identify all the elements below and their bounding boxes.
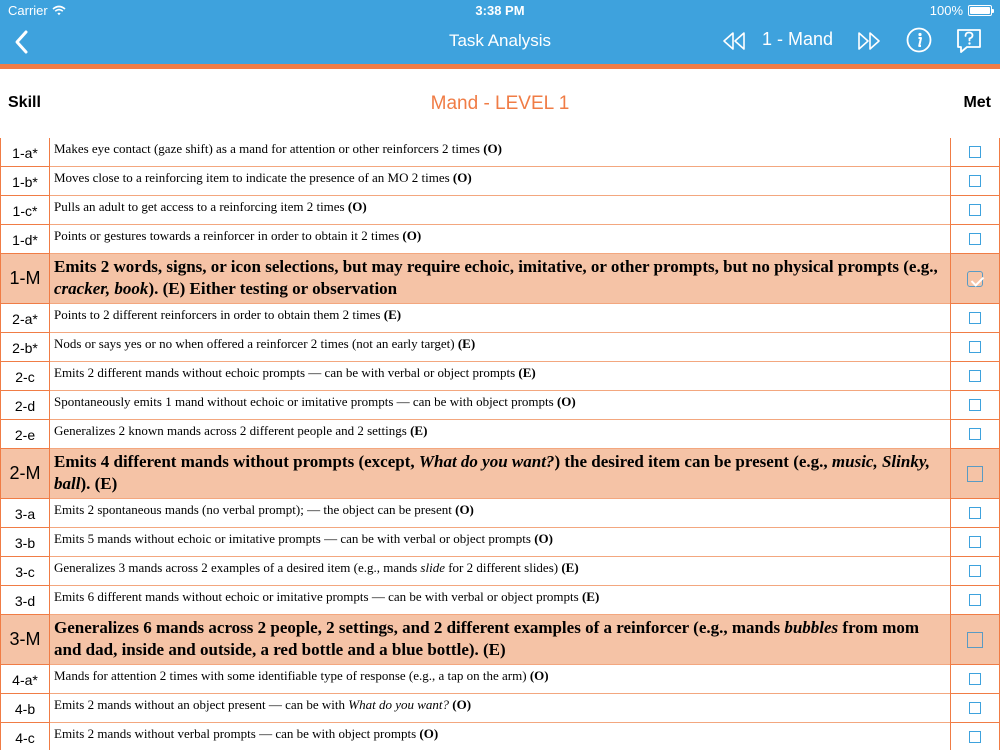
met-checkbox[interactable] bbox=[969, 702, 981, 714]
example-text: What do you want? bbox=[418, 452, 555, 471]
example-text: slide bbox=[420, 560, 445, 575]
met-checkbox[interactable] bbox=[969, 204, 981, 216]
nav-title: Task Analysis bbox=[448, 31, 552, 50]
assessment-code: (O) bbox=[452, 170, 472, 185]
description-text: Pulls an adult to get access to a reinforcing item 2 times bbox=[54, 199, 348, 214]
skill-code: 2-e bbox=[0, 420, 50, 449]
met-checkbox-checked[interactable] bbox=[967, 271, 983, 287]
description-text: Emits 2 different mands without echoic prompts — can be with verbal or object prompts bbox=[54, 365, 519, 380]
task-list bbox=[0, 138, 1000, 750]
skill-code: 1-a* bbox=[0, 138, 50, 167]
task-row bbox=[0, 528, 1000, 557]
skill-code: 3-b bbox=[0, 528, 50, 557]
description-text: ) the desired item can be present (e.g., bbox=[554, 452, 832, 471]
skill-description bbox=[54, 365, 942, 381]
met-checkbox[interactable] bbox=[969, 731, 981, 743]
task-row bbox=[0, 665, 1000, 694]
skill-description bbox=[54, 502, 942, 518]
skill-description bbox=[54, 589, 942, 605]
skill-description bbox=[54, 256, 942, 300]
accent-divider bbox=[0, 64, 1000, 69]
skill-code: 1-c* bbox=[0, 196, 50, 225]
description-text: Spontaneously emits 1 mand without echoic or imitative prompts — can be with object prompts bbox=[54, 394, 557, 409]
description-text: Emits 2 spontaneous mands (no verbal prompt); — the object can be present bbox=[54, 502, 456, 517]
skill-description bbox=[54, 560, 942, 576]
met-cell bbox=[950, 225, 1000, 254]
task-row bbox=[0, 586, 1000, 615]
met-cell bbox=[950, 304, 1000, 333]
skill-description bbox=[54, 451, 942, 495]
met-cell bbox=[950, 254, 1000, 304]
met-checkbox[interactable] bbox=[969, 594, 981, 606]
task-row bbox=[0, 196, 1000, 225]
met-cell bbox=[950, 196, 1000, 225]
skill-description bbox=[54, 726, 942, 742]
task-row bbox=[0, 694, 1000, 723]
assessment-code: (O) bbox=[483, 141, 502, 156]
skill-code: 2-d bbox=[0, 391, 50, 420]
description-text: ). (E) bbox=[80, 474, 118, 493]
skill-code: 2-M bbox=[0, 449, 50, 499]
description-text: Emits 6 different mands without echoic or imitative prompts — can be with verbal or object prompts bbox=[54, 589, 582, 604]
example-text: music, Slinky, ball bbox=[54, 452, 930, 493]
met-cell bbox=[950, 138, 1000, 167]
description-text: from mom and dad, inside and outside, a red bottle and a blue bottle). (E) bbox=[54, 618, 920, 659]
skill-code: 3-a bbox=[0, 499, 50, 528]
skill-description bbox=[54, 394, 942, 410]
met-checkbox[interactable] bbox=[969, 312, 981, 324]
example-text: cracker, book bbox=[54, 279, 149, 298]
met-checkbox[interactable] bbox=[967, 632, 983, 648]
met-cell bbox=[950, 665, 1000, 694]
task-row bbox=[0, 557, 1000, 586]
met-checkbox[interactable] bbox=[969, 507, 981, 519]
description-text: Mands for attention 2 times with some identifiable type of response (e.g., a tap on the arm) bbox=[54, 668, 530, 683]
assessment-code: (O) bbox=[402, 228, 422, 243]
skill-description bbox=[54, 336, 942, 352]
skill-code: 4-c bbox=[0, 723, 50, 750]
met-cell bbox=[950, 557, 1000, 586]
milestone-row bbox=[0, 254, 1000, 304]
assessment-code: (O) bbox=[529, 668, 549, 683]
assessment-code: (O) bbox=[419, 726, 439, 741]
met-cell bbox=[950, 694, 1000, 723]
help-icon[interactable] bbox=[955, 27, 983, 55]
description-text: Emits 2 mands without verbal prompts — can be with object prompts bbox=[54, 726, 420, 741]
met-cell bbox=[950, 391, 1000, 420]
met-checkbox[interactable] bbox=[969, 341, 981, 353]
status-time: 3:38 PM bbox=[475, 3, 525, 18]
description-text: Generalizes 2 known mands across 2 different people and 2 settings bbox=[54, 423, 411, 438]
skill-code: 2-a* bbox=[0, 304, 50, 333]
task-row bbox=[0, 723, 1000, 750]
example-text: What do you want? bbox=[348, 697, 449, 712]
description-text: for 2 different slides) bbox=[444, 560, 562, 575]
description-text: Emits 2 words, signs, or icon selections, but may require echoic, imitative, or other prompts, but no physical prompts (e.g., bbox=[54, 257, 938, 276]
skill-description bbox=[54, 423, 942, 439]
rewind-icon[interactable] bbox=[720, 30, 748, 52]
skill-code: 3-c bbox=[0, 557, 50, 586]
description-text: ). (E) Either testing or observation bbox=[148, 279, 398, 298]
info-icon[interactable] bbox=[906, 27, 932, 53]
task-row bbox=[0, 362, 1000, 391]
nav-bar bbox=[0, 20, 1000, 64]
assessment-code: (E) bbox=[518, 365, 536, 380]
skill-column-header: Skill bbox=[8, 94, 41, 111]
skill-description bbox=[54, 170, 942, 186]
task-row bbox=[0, 304, 1000, 333]
met-checkbox[interactable] bbox=[969, 673, 981, 685]
battery-percent: 100% bbox=[929, 3, 963, 18]
skill-code: 1-d* bbox=[0, 225, 50, 254]
skill-description bbox=[54, 307, 942, 323]
description-text: Generalizes 6 mands across 2 people, 2 settings, and 2 different examples of a reinforcer (e.g., mands bbox=[54, 618, 785, 637]
task-row bbox=[0, 225, 1000, 254]
met-checkbox[interactable] bbox=[967, 466, 983, 482]
met-column-header: Met bbox=[963, 94, 991, 111]
milestone-row bbox=[0, 615, 1000, 665]
skill-description bbox=[54, 697, 942, 713]
met-checkbox[interactable] bbox=[969, 175, 981, 187]
description-text: Emits 4 different mands without prompts (except, bbox=[54, 452, 419, 471]
skill-description bbox=[54, 199, 942, 215]
column-header bbox=[0, 70, 1000, 138]
skill-code: 3-M bbox=[0, 615, 50, 665]
assessment-code: (E) bbox=[383, 307, 402, 322]
met-checkbox[interactable] bbox=[969, 565, 981, 577]
met-cell bbox=[950, 499, 1000, 528]
met-cell bbox=[950, 167, 1000, 196]
fast-forward-icon[interactable] bbox=[855, 30, 883, 52]
level-selector[interactable]: 1 - Mand bbox=[762, 29, 834, 49]
met-cell bbox=[950, 528, 1000, 557]
skill-description bbox=[54, 617, 942, 661]
met-checkbox[interactable] bbox=[969, 233, 981, 245]
battery-indicator bbox=[930, 3, 992, 18]
skill-code: 3-d bbox=[0, 586, 50, 615]
description-text: Nods or says yes or no when offered a reinforcer 2 times (not an early target) bbox=[54, 336, 458, 351]
carrier-label: Carrier bbox=[8, 3, 48, 18]
status-bar bbox=[0, 0, 1000, 20]
description-text: Moves close to a reinforcing item to indicate the presence of an MO 2 times bbox=[54, 170, 453, 185]
task-row bbox=[0, 420, 1000, 449]
skill-code: 2-b* bbox=[0, 333, 50, 362]
level-title: Mand - LEVEL 1 bbox=[430, 93, 570, 114]
skill-description bbox=[54, 531, 942, 547]
assessment-code: (O) bbox=[455, 502, 474, 517]
skill-description bbox=[54, 228, 942, 244]
description-text: Generalizes 3 mands across 2 examples of a desired item (e.g., mands bbox=[54, 560, 421, 575]
top-bar bbox=[0, 0, 1000, 64]
assessment-code: (O) bbox=[534, 531, 553, 546]
task-row bbox=[0, 138, 1000, 167]
milestone-row bbox=[0, 449, 1000, 499]
met-checkbox[interactable] bbox=[969, 370, 981, 382]
met-cell bbox=[950, 362, 1000, 391]
skill-code: 4-a* bbox=[0, 665, 50, 694]
description-text: Points to 2 different reinforcers in order to obtain them 2 times bbox=[54, 307, 384, 322]
description-text: Makes eye contact (gaze shift) as a mand for attention or other reinforcers 2 times bbox=[54, 141, 484, 156]
description-text: Emits 2 mands without an object present — can be with bbox=[54, 697, 349, 712]
assessment-code: (E) bbox=[410, 423, 428, 438]
example-text: bubbles bbox=[784, 618, 839, 637]
battery-icon bbox=[968, 5, 992, 16]
skill-description bbox=[54, 141, 942, 157]
assessment-code: (O) bbox=[347, 199, 367, 214]
description-text: Points or gestures towards a reinforcer in order to obtain it 2 times bbox=[54, 228, 403, 243]
skill-code: 1-M bbox=[0, 254, 50, 304]
description-text: Emits 5 mands without echoic or imitative prompts — can be with verbal or object prompts bbox=[54, 531, 535, 546]
skill-code: 2-c bbox=[0, 362, 50, 391]
met-cell bbox=[950, 420, 1000, 449]
met-checkbox[interactable] bbox=[969, 536, 981, 548]
met-checkbox[interactable] bbox=[969, 399, 981, 411]
task-row bbox=[0, 499, 1000, 528]
met-cell bbox=[950, 333, 1000, 362]
skill-description bbox=[54, 668, 942, 684]
met-checkbox[interactable] bbox=[969, 428, 981, 440]
skill-code: 4-b bbox=[0, 694, 50, 723]
assessment-code: (E) bbox=[457, 336, 476, 351]
assessment-code: (O) bbox=[556, 394, 576, 409]
task-row bbox=[0, 167, 1000, 196]
met-cell bbox=[950, 723, 1000, 750]
task-row bbox=[0, 391, 1000, 420]
assessment-code: (E) bbox=[561, 560, 579, 575]
met-cell bbox=[950, 615, 1000, 665]
assessment-code: (O) bbox=[452, 697, 472, 712]
met-cell bbox=[950, 586, 1000, 615]
task-row bbox=[0, 333, 1000, 362]
met-checkbox[interactable] bbox=[969, 146, 981, 158]
skill-code: 1-b* bbox=[0, 167, 50, 196]
met-cell bbox=[950, 449, 1000, 499]
assessment-code: (E) bbox=[581, 589, 600, 604]
